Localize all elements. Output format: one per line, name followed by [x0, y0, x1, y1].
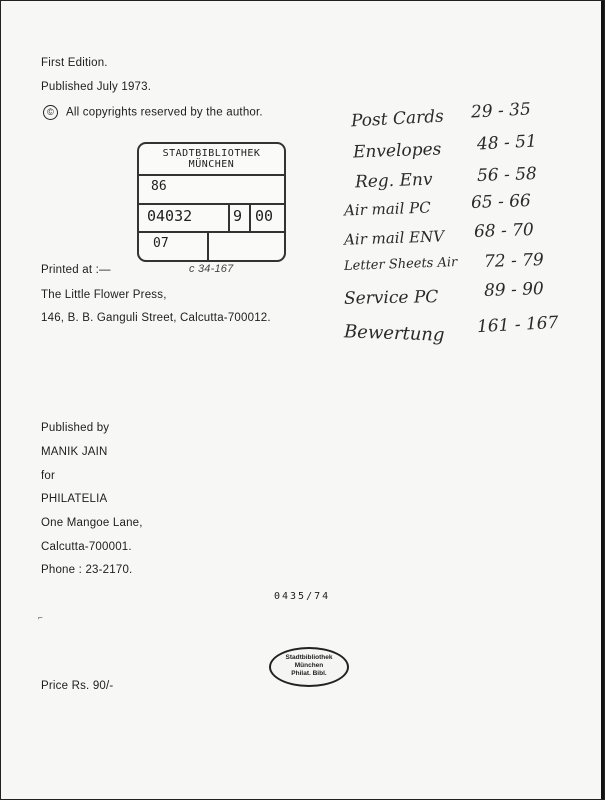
- publisher-city: Calcutta-700001.: [41, 541, 132, 553]
- library-stamp: [137, 142, 286, 262]
- stamp-row3: 07: [153, 236, 169, 251]
- stamp-annotation: c 34-167: [189, 263, 234, 275]
- handnote-item: Air mail ENV: [343, 227, 445, 249]
- stray-mark: ⌐: [38, 613, 43, 622]
- handnote-item: Service PC: [343, 287, 439, 309]
- publisher-phone: Phone : 23-2170.: [41, 564, 133, 576]
- handnote-item: Reg. Env: [354, 169, 433, 193]
- stamp-divider: [207, 231, 209, 260]
- stamp-header: [139, 148, 284, 170]
- handnote-pages: 89 - 90: [483, 278, 545, 302]
- page-edge: [601, 1, 604, 799]
- copyright-text: All copyrights reserved by the author.: [66, 106, 263, 119]
- handnote-item: Letter Sheets Air: [343, 255, 458, 274]
- handnote-pages: 29 - 35: [470, 99, 532, 123]
- handnote-item: Envelopes: [352, 139, 442, 163]
- handnote-pages: 161 - 167: [476, 312, 559, 338]
- publisher-street: One Mangoe Lane,: [41, 517, 143, 529]
- stamp-library-name: STADTBIBLIOTHEK: [162, 148, 261, 159]
- handnote-pages: 48 - 51: [476, 131, 538, 155]
- handnote-item: Bewertung: [343, 321, 445, 346]
- printer-address: 146, B. B. Ganguli Street, Calcutta-700012.: [41, 312, 271, 324]
- printer-name: The Little Flower Press,: [41, 289, 167, 301]
- price: Price Rs. 90/-: [41, 680, 114, 692]
- stamp-divider: [139, 174, 284, 176]
- copyright-icon: ©: [43, 105, 58, 120]
- published-by-label: Published by: [41, 422, 110, 434]
- stamp-city: MÜNCHEN: [188, 159, 235, 170]
- printed-at-label: Printed at :—: [41, 264, 111, 276]
- stamp-acc-a: 9: [233, 207, 243, 225]
- handnote-pages: 72 - 79: [483, 249, 545, 273]
- stamp-acc-number: 04032: [147, 207, 193, 225]
- handnote-item: Air mail PC: [343, 198, 431, 220]
- stamp-divider: [139, 231, 284, 233]
- oval-stamp-line2: München: [294, 662, 324, 669]
- copyright-line: [43, 105, 263, 120]
- handnote-pages: 56 - 58: [476, 163, 538, 187]
- stamp-acc-b: 00: [255, 207, 274, 225]
- handnote-pages: 65 - 66: [470, 190, 532, 214]
- library-oval-stamp: [269, 647, 349, 687]
- publisher-for: for: [41, 470, 56, 482]
- stamp-divider: [249, 203, 251, 231]
- edition-text: First Edition.: [41, 57, 108, 69]
- publication-date: Published July 1973.: [41, 81, 152, 93]
- handnote-pages: 68 - 70: [473, 219, 535, 243]
- inventory-number: 0435/74: [274, 591, 331, 602]
- oval-stamp-line1: Stadtbibliothek: [285, 654, 333, 661]
- publisher-org: PHILATELIA: [41, 493, 108, 505]
- publisher-name: MANIK JAIN: [41, 446, 108, 458]
- stamp-row1: 86: [151, 179, 167, 194]
- stamp-divider: [228, 203, 230, 231]
- stamp-divider: [139, 203, 284, 205]
- handnote-item: Post Cards: [350, 106, 445, 132]
- oval-stamp-line3: Philat. Bibl.: [291, 670, 327, 677]
